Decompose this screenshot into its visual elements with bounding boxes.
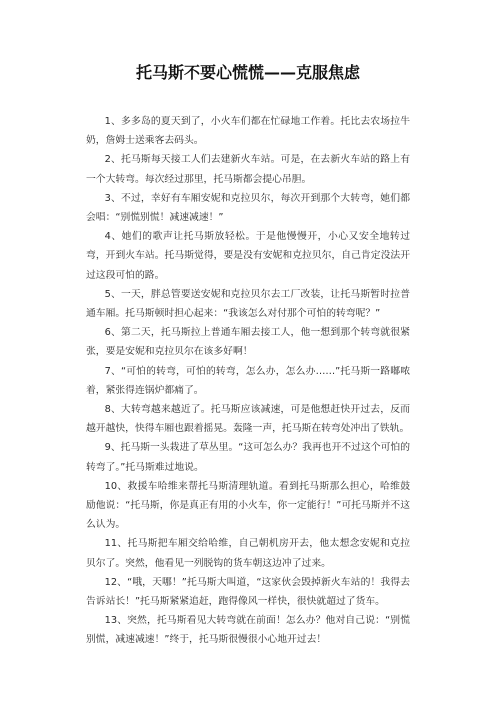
paragraph: 12、“哦，天哪！”托马斯大叫道，“这家伙会毁掉新火车站的！我得去告诉站长！”托马斯紧紧追赶，跑得像风一样快，很快就超过了货车。 — [86, 576, 410, 608]
paragraph: 3、不过，幸好有车厢安妮和克拉贝尔，每次开到那个大转弯，她们都会唱：“别慌别慌！减速减速！” — [86, 192, 410, 224]
document-title: 托马斯不要心慌慌——克服焦虑 — [135, 63, 360, 82]
paragraph: 10、救援车哈维来帮托马斯清理轨道。看到托马斯那么担心，哈维鼓励他说：“托马斯，你是真正有用的小火车，你一定能行！”可托马斯并不这么认为。 — [86, 480, 410, 531]
paragraph: 4、她们的歌声让托马斯放轻松。于是他慢慢开，小心又安全地转过弯，开到火车站。托马斯觉得，要是没有安妮和克拉贝尔，自己肯定没法开过这段可怕的路。 — [86, 231, 410, 281]
paragraph: 1、多多岛的夏天到了，小火车们都在忙碌地工作着。托比去农场拉牛奶，詹姆士送乘客去码头。 — [86, 116, 410, 147]
paragraph: 5、一天，胖总管要送安妮和克拉贝尔去工厂改装，让托马斯暂时拉普通车厢。托马斯顿时担心起来：“我该怎么对付那个可怕的转弯呢？” — [86, 288, 410, 320]
paragraph: 2、托马斯每天接工人们去建新火车站。可是，在去新火车站的路上有一个大转弯。每次经过那里，托马斯都会提心吊胆。 — [86, 154, 410, 185]
paragraph: 13、突然，托马斯看见大转弯就在前面！怎么办？他对自己说：“别慌别慌，减速减速！”终于，托马斯很慢很小心地开过去！ — [86, 615, 410, 646]
paragraph: 6、第二天，托马斯拉上普通车厢去接工人，他一想到那个转弯就很紧张，要是安妮和克拉贝尔在该多好啊！ — [86, 327, 410, 358]
paragraph: 11、托马斯把车厢交给哈维，自己朝机房开去，他太想念安妮和克拉贝尔了。突然，他看见一列脱钩的货车朝这边冲了过来。 — [86, 538, 410, 569]
paragraph: 8、大转弯越来越近了。托马斯应该减速，可是他想赶快开过去，反而越开越快，快得车厢也跟着摇晃。轰隆一声，托马斯在转弯处冲出了铁轨。 — [86, 404, 410, 435]
paragraph: 9、托马斯一头栽进了草丛里。“这可怎么办？我再也开不过这个可怕的转弯了。”托马斯难过地说。 — [86, 442, 410, 473]
paragraph: 7、“可怕的转弯，可怕的转弯，怎么办，怎么办……”托马斯一路嘟哝着，紧张得连锅炉都痛了。 — [86, 365, 410, 396]
